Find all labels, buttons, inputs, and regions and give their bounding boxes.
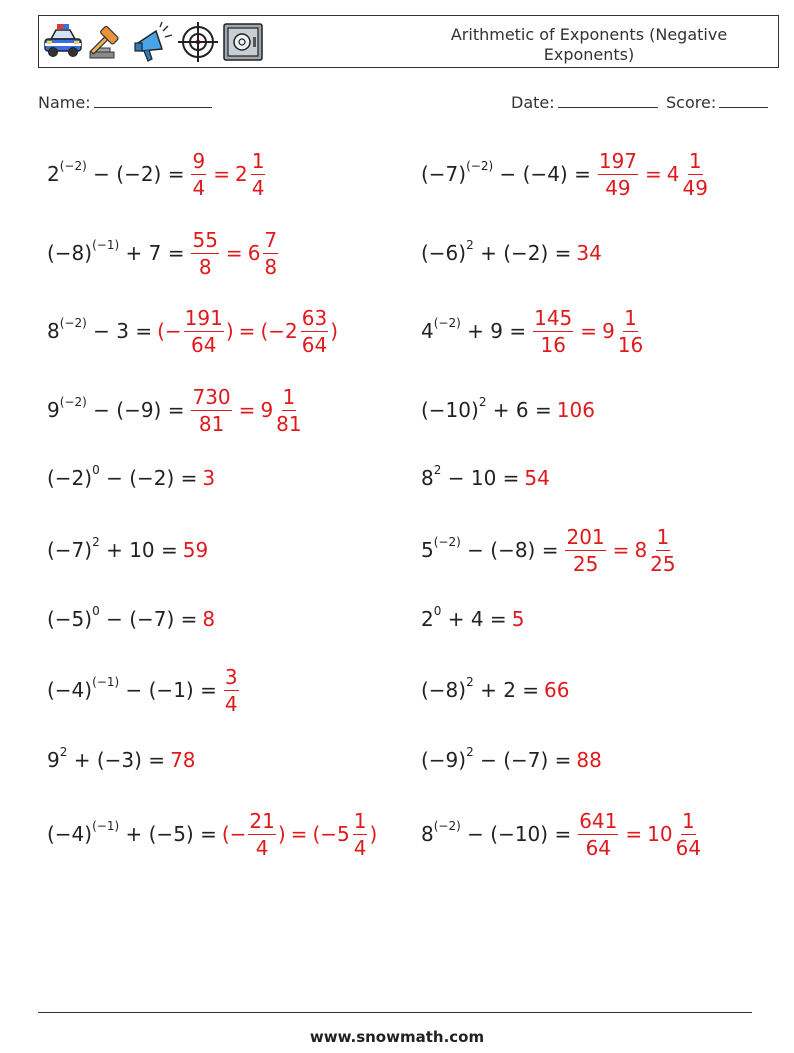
fraction-numerator: 197 [598,148,638,173]
problem-expression [421,159,591,186]
problem-row [421,443,550,513]
problem-base: (−4) [47,822,93,846]
answer-value: 78 [170,748,196,772]
problem-expression [47,604,198,631]
answer-whole: 6 [247,241,261,265]
name-field [38,93,212,112]
answer [202,607,215,631]
problem-expression [421,604,507,631]
answer-value: 66 [544,678,570,702]
fraction-denominator: 8 [264,254,278,279]
problem-base: (−9) [421,748,467,772]
answer-value: 88 [576,748,602,772]
answer [222,664,241,716]
problem-base: 5 [421,538,434,562]
fraction-numerator: 201 [566,524,605,549]
fraction-denominator: 4 [192,175,206,200]
problem-rest: + 4 = [441,607,507,631]
problem-row [421,655,570,725]
fraction-numerator: 1 [282,384,296,409]
fraction-denominator: 16 [617,332,644,357]
footer-divider [38,1012,752,1013]
answer [576,241,601,265]
fraction [263,227,278,279]
score-blank [719,93,768,108]
problem-expression [47,745,166,772]
problem-row [47,584,215,654]
problem-base: 8 [47,319,60,343]
fraction-numerator: 191 [184,305,223,330]
problem-rest: − (−7) = [473,748,572,772]
problem-expression [47,159,185,186]
date-blank [558,93,658,108]
problem-exponent: 2 [466,675,474,689]
problem-base: (−8) [421,678,467,702]
problem-row [421,375,595,445]
fraction-numerator: 1 [681,808,695,833]
answer [183,538,208,562]
problem-exponent: (−1) [92,675,120,689]
answer [531,305,645,357]
fraction-denominator: 25 [572,551,599,576]
fraction-denominator: 49 [605,175,631,200]
answer-close-paren: ) [225,319,234,343]
problem-base: (−2) [47,466,93,490]
problem-exponent: (−2) [466,159,494,173]
problem-exponent: (−2) [59,159,87,173]
fraction-denominator: 4 [251,175,265,200]
problem-rest: − (−2) = [86,162,185,186]
fraction-denominator: 64 [675,835,702,860]
problem-rest: + (−2) = [473,241,572,265]
problem-row [421,296,645,366]
fraction [650,524,676,576]
problem-exponent: 2 [433,463,442,477]
answer-equals: = [213,162,230,186]
fraction-denominator: 49 [682,175,708,200]
date-label: Date: [511,93,555,112]
problem-row [421,218,602,288]
answer-whole: 4 [666,162,680,186]
answer-equals: = [225,241,243,265]
problem-row [47,515,208,585]
problem-exponent: (−1) [92,819,120,833]
answer-equals: = [290,822,308,846]
problem-row [47,799,377,869]
problem-expression [47,819,217,846]
problem-expression [421,395,552,422]
answer-value: 59 [182,538,209,562]
fraction-denominator: 64 [301,332,328,357]
problem-expression [47,675,217,702]
crosshair-target-icon [177,21,219,63]
problem-expression [47,535,178,562]
problem-rest: + (−5) = [119,822,217,846]
problem-base: 8 [421,822,434,846]
problem-expression [421,535,559,562]
problem-row [47,139,267,209]
fraction [301,305,328,357]
fraction-numerator: 1 [656,524,670,549]
problem-rest: + 7 = [119,241,185,265]
fraction [251,148,266,200]
problem-rest: + 6 = [486,398,552,422]
answer [189,384,303,436]
fraction-numerator: 730 [192,384,231,409]
problem-expression [421,745,572,772]
problem-expression [421,675,540,702]
problem-exponent: 0 [92,463,100,477]
problem-rest: − (−2) = [99,466,198,490]
problem-base: 2 [421,607,434,631]
name-label: Name: [38,93,91,112]
answer-whole: 9 [602,319,615,343]
problem-base: 9 [47,398,60,422]
problem-row [47,296,338,366]
answer [512,607,525,631]
problem-exponent: 2 [478,395,487,409]
problem-rest: + (−3) = [67,748,166,772]
fraction [598,148,638,200]
problem-rest: + 10 = [99,538,178,562]
fraction-numerator: 1 [353,808,367,833]
problem-base: (−4) [47,678,93,702]
fraction-denominator: 16 [540,332,566,357]
answer-equals: = [612,538,630,562]
problem-expression [421,463,520,490]
gavel-icon [87,21,129,63]
answer [524,466,549,490]
answer-whole: 10 [647,822,673,846]
answer-close-paren: ) [369,822,378,846]
fraction-numerator: 55 [192,227,218,252]
fraction-numerator: 1 [688,148,702,173]
fraction-denominator: 64 [191,332,217,357]
problem-base: 9 [47,748,60,772]
answer [596,148,710,200]
answer-value: 54 [524,466,550,490]
answer [170,748,195,772]
answer [563,524,677,576]
answer-value: 106 [556,398,595,422]
problem-expression [421,819,572,846]
answer [221,808,378,860]
fraction [565,524,605,576]
fraction-numerator: 145 [534,305,573,330]
megaphone-icon [132,21,174,63]
fraction-numerator: 7 [264,227,278,252]
problem-row [47,725,196,795]
problem-row [421,584,524,654]
problem-rest: − 3 = [86,319,153,343]
problem-row [47,218,280,288]
answer-open-paren: (−5 [312,822,350,846]
answer-equals: = [625,822,643,846]
problem-row [47,375,304,445]
problem-exponent: (−2) [433,819,461,833]
problem-base: 8 [421,466,434,490]
problem-row [421,725,602,795]
problem-rest: − (−1) = [119,678,217,702]
answer [576,808,703,860]
fraction-numerator: 3 [224,664,238,689]
problem-rest: − 10 = [441,466,520,490]
answer-value: 3 [202,466,216,490]
answer-whole: 2 [234,162,248,186]
problem-row [47,443,215,513]
problem-expression [47,238,185,265]
problem-row [421,799,703,869]
score-field [666,93,768,112]
safe-icon [222,21,264,63]
fraction-numerator: 9 [192,148,206,173]
answer-value: 34 [576,241,602,265]
problem-exponent: 2 [92,535,100,549]
problem-base: (−7) [421,162,467,186]
problem-rest: − (−10) = [460,822,572,846]
fraction [617,305,644,357]
date-field [511,93,658,112]
answer [189,227,280,279]
fraction-denominator: 4 [255,835,269,860]
problem-base: 4 [421,319,434,343]
fraction [578,808,618,860]
problem-exponent: (−2) [59,316,87,330]
problem-row [47,655,241,725]
problem-expression [421,238,572,265]
answer-whole: 8 [634,538,648,562]
answer [576,748,601,772]
fraction-numerator: 641 [579,808,618,833]
problem-base: (−7) [47,538,93,562]
fraction [191,227,218,279]
problem-base: (−8) [47,241,93,265]
fraction [248,808,275,860]
problem-rest: − (−7) = [99,607,198,631]
problem-exponent: 2 [466,745,474,759]
fraction-denominator: 81 [198,411,225,436]
fraction-denominator: 25 [650,551,676,576]
fraction-denominator: 4 [224,691,238,716]
fraction [682,148,708,200]
problem-base: (−10) [421,398,479,422]
answer [544,678,569,702]
score-label: Score: [666,93,717,112]
problem-rest: + 2 = [473,678,540,702]
header-icons [42,21,264,63]
problem-row [421,515,678,585]
problem-expression [47,316,153,343]
worksheet-header [38,15,779,68]
problem-exponent: 2 [466,238,474,252]
fraction [224,664,239,716]
fraction [191,384,231,436]
footer-url: www.snowmath.com [309,1028,485,1046]
problem-base: 2 [47,162,60,186]
fraction-denominator: 8 [198,254,212,279]
answer-equals: = [580,319,598,343]
fraction-numerator: 1 [251,148,265,173]
answer-value: 5 [511,607,525,631]
fraction [533,305,573,357]
fraction-denominator: 81 [276,411,302,436]
answer-close-paren: ) [277,822,286,846]
answer-open-paren: (− [157,319,182,343]
problem-rest: − (−8) = [460,538,559,562]
fraction [675,808,702,860]
problem-row [421,139,710,209]
fraction-numerator: 21 [249,808,275,833]
fraction [191,148,206,200]
answer [157,305,338,357]
fraction-denominator: 4 [353,835,367,860]
problem-base: (−5) [47,607,93,631]
answer-open-paren: (− [221,822,247,846]
worksheet-title: Arithmetic of Exponents (Negative Exponents) [450,25,728,64]
problem-exponent: 0 [92,604,100,618]
answer-whole: 9 [260,398,274,422]
answer-equals: = [238,319,256,343]
fraction [184,305,224,357]
answer-open-paren: (−2 [260,319,298,343]
answer [202,466,215,490]
problem-base: (−6) [421,241,467,265]
problem-exponent: 0 [433,604,442,618]
problem-exponent: (−2) [433,535,461,549]
fraction [276,384,302,436]
problem-rest: + 9 = [460,319,527,343]
answer-close-paren: ) [330,319,338,343]
problem-expression [421,316,527,343]
fraction-numerator: 1 [624,305,637,330]
answer [557,398,595,422]
answer-equals: = [238,398,256,422]
answer-value: 8 [202,607,216,631]
name-blank [94,93,212,108]
problem-exponent: (−2) [59,395,87,409]
fraction [353,808,368,860]
problem-exponent: (−1) [92,238,120,252]
problem-rest: − (−9) = [86,398,185,422]
problem-expression [47,395,185,422]
police-car-icon [42,21,84,63]
answer [189,148,267,200]
fraction-denominator: 64 [585,835,612,860]
problem-exponent: 2 [59,745,68,759]
problem-expression [47,463,198,490]
problem-exponent: (−2) [433,316,461,330]
answer-equals: = [645,162,662,186]
problem-rest: − (−4) = [493,162,591,186]
fraction-numerator: 63 [301,305,328,330]
